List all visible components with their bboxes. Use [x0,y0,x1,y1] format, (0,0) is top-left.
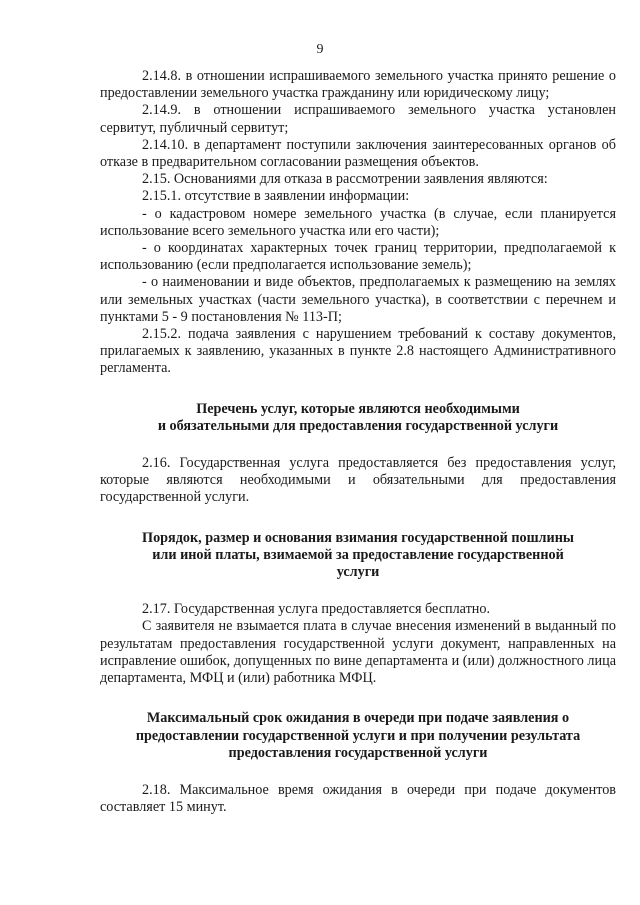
paragraph-2-16: 2.16. Государственная услуга предоставляется без предоставления услуг, которые являются необходимыми и обязательными для предоставления государственной услуги. [100,455,616,506]
paragraph-no-fee: С заявителя не взымается плата в случае внесения изменений в выданный по результатам предоставления государственной услуги документ, направленных на исправление ошибок, допущенных по вине департамента и (или) должностного лица департамента, МФЦ и (или) работника МФЦ. [100,618,616,687]
heading-line: предоставления государственной услуги [228,744,488,761]
heading-line: и обязательными для предоставления государственной услуги [157,417,559,434]
paragraph-2-17: 2.17. Государственная услуга предоставляется бесплатно. [142,601,491,618]
heading-line: Перечень услуг, которые являются необходимыми [196,400,520,417]
list-item-cadastral: - о кадастровом номере земельного участка (в случае, если планируется использование всего земельного участка или его части); [100,205,616,239]
document-body [100,68,616,816]
section-heading-fee [100,530,616,582]
heading-line: услуги [336,564,380,581]
heading-line: Максимальный срок ожидания в очереди при подаче заявления о [146,710,570,727]
heading-line: предоставлении государственной услуги и при получении результата [135,727,581,744]
paragraph-2-15-2: 2.15.2. подача заявления с нарушением требований к составу документов, прилагаемых к заявлению, указанных в пункте 2.8 настоящего Административного регламента. [100,326,616,377]
paragraph-2-14-8: 2.14.8. в отношении испрашиваемого земельного участка принято решение о предоставлении земельного участка гражданину или юридическому лицу; [100,68,616,102]
list-item-objects: - о наименовании и виде объектов, предполагаемых к размещению на землях или земельных участках (части земельного участка), в соответствии с перечнем и пунктами 5 - 9 постановления № 113-П; [100,274,616,325]
paragraph-2-14-9: 2.14.9. в отношении испрашиваемого земельного участка установлен сервитут, публичный сервитут; [100,102,616,136]
paragraph-2-15: 2.15. Основаниями для отказа в рассмотрении заявления являются: [142,171,548,188]
paragraph-2-15-1: 2.15.1. отсутствие в заявлении информации: [142,188,410,205]
section-heading-queue [100,710,616,762]
section-heading-services [100,401,616,435]
heading-line: Порядок, размер и основания взимания государственной пошлины [142,529,574,546]
heading-line: или иной платы, взимаемой за предоставление государственной [152,546,564,563]
paragraph-2-18: 2.18. Максимальное время ожидания в очереди при подаче документов составляет 15 минут. [100,781,616,816]
paragraph-2-14-10: 2.14.10. в департамент поступили заключения заинтересованных органов об отказе в предварительном согласовании размещения объектов. [100,136,616,171]
page-number: 9 [316,42,324,57]
list-item-coordinates: - о координатах характерных точек границ территории, предполагаемой к использованию (если предполагается использование земель); [100,240,616,274]
